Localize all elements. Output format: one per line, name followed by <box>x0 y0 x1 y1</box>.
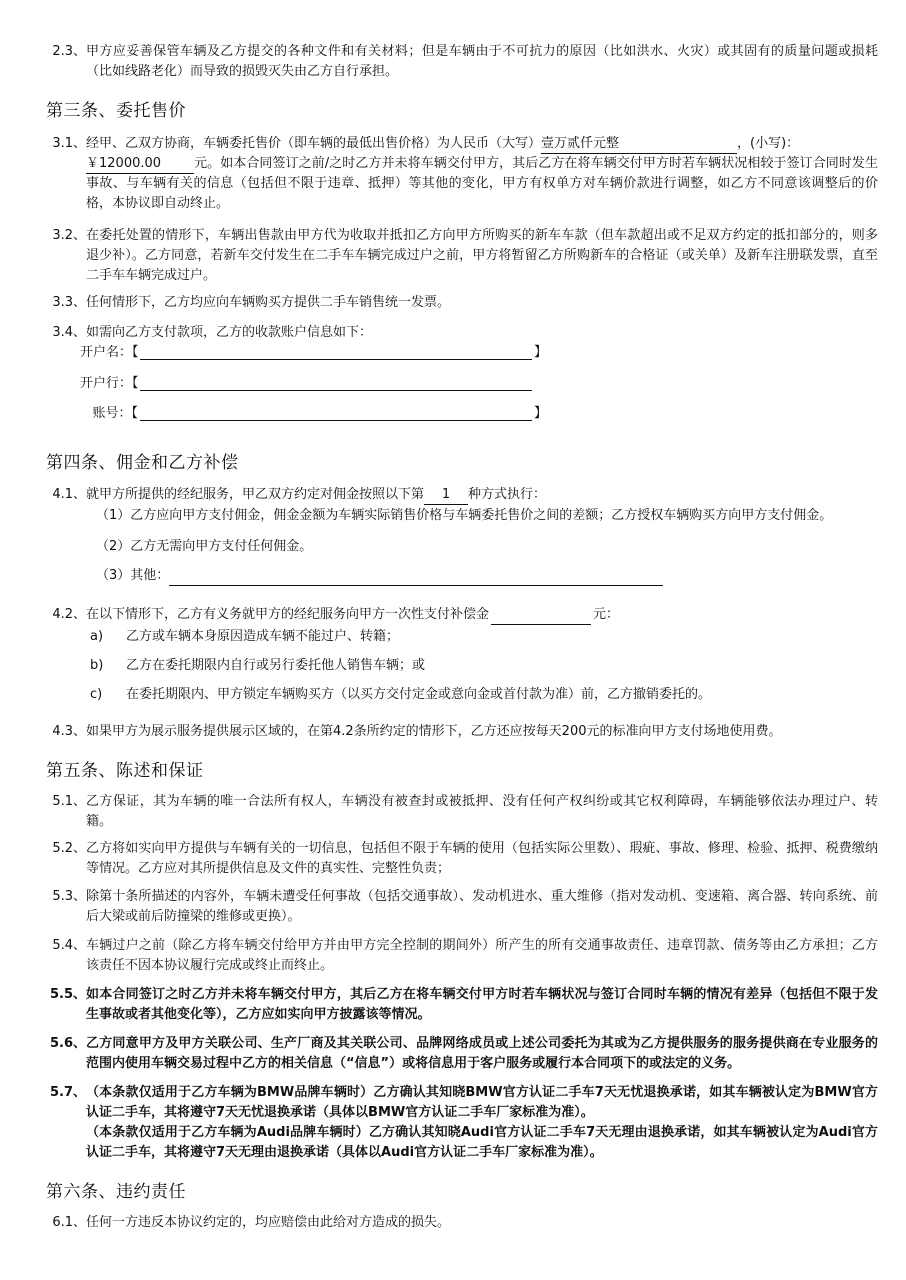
clause-text: 乙方将如实向甲方提供与车辆有关的一切信息，包括但不限于车辆的使用（包括实际公里数）、瑕疵、事故、修理、检验、抵押、税费缴纳等情况。乙方应对其所提供信息及文件的真实性、完整性负责； <box>86 841 878 876</box>
commission-option-1: （1）乙方应向甲方支付佣金，佣金金额为车辆实际销售价格与车辆委托售价之间的差额；乙方授权车辆购买方向甲方支付佣金。 <box>96 508 833 523</box>
amount-in-words: 壹万贰仟元整 <box>541 135 737 154</box>
clause-number: 3.1、 <box>52 136 86 151</box>
clause-4-2-item-c <box>90 685 711 705</box>
clause-number: 5.4、 <box>52 938 86 953</box>
amount-in-figures: ￥12000.00 <box>86 155 194 174</box>
clause-number: 5.6、 <box>49 1036 86 1051</box>
clause-number: 4.1、 <box>52 487 86 502</box>
article-6-title: 第六条、违约责任 <box>46 1182 186 1202</box>
clause-4-2-item-b <box>90 656 425 676</box>
item-text: 乙方在委托期限内自行或另行委托他人销售车辆；或 <box>126 658 426 673</box>
clause-5-7 <box>46 1083 878 1163</box>
account-number-row <box>80 404 547 424</box>
clause-text: 乙方保证，其为车辆的唯一合法所有权人，车辆没有被查封或被抵押、没有任何产权纠纷或其它权利障碍，车辆能够依法办理过户、转籍。 <box>86 794 878 829</box>
account-number-label: 账号：【 <box>92 406 138 421</box>
clause-text-pre: 就甲方所提供的经纪服务，甲乙双方约定对佣金按照以下第 <box>86 487 425 502</box>
commission-option-3-label: （3）其他： <box>96 568 170 583</box>
clause-5-1 <box>46 792 878 832</box>
clause-4-3 <box>46 722 878 742</box>
clause-3-4 <box>46 323 878 343</box>
clause-3-2 <box>46 226 878 286</box>
clause-number: 6.1、 <box>52 1215 86 1230</box>
clause-3-1 <box>46 134 878 214</box>
clause-text <box>86 605 878 625</box>
clause-text: 乙方同意甲方及甲方关联公司、生产厂商及其关联公司、品牌网络成员或上述公司委托为其或为乙方提供服务的服务提供商在专业服务的范围内使用车辆交易过程中乙方的相关信息（“信息”）或将信息用于客户服务或履行本合同项下的或法定的义务。 <box>86 1036 878 1071</box>
clause-4-2 <box>46 605 878 625</box>
clause-6-1 <box>46 1213 878 1233</box>
clause-number: 3.3、 <box>52 295 86 310</box>
commission-option-3 <box>96 566 663 586</box>
commission-other-field[interactable] <box>169 569 663 586</box>
clause-number: 2.3、 <box>52 44 86 59</box>
item-text: 在委托期限内、甲方锁定车辆购买方（以买方交付定金或意向金或首付款为准）前，乙方撤销委托的。 <box>126 687 712 702</box>
clause-text-post: 种方式执行： <box>468 487 547 502</box>
compensation-amount-field[interactable] <box>491 608 591 625</box>
article-4-title: 第四条、佣金和乙方补偿 <box>46 453 239 473</box>
clause-number: 4.2、 <box>52 607 86 622</box>
account-holder-field[interactable] <box>140 345 532 360</box>
clause-4-1 <box>46 485 878 505</box>
clause-2-3 <box>46 42 878 82</box>
clause-number: 3.2、 <box>52 228 86 243</box>
clause-text: 如果甲方为展示服务提供展示区域的，在第4.2条所约定的情形下，乙方还应按每天200元的标准向甲方支付场地使用费。 <box>86 724 782 739</box>
bracket-close: 】 <box>534 345 548 360</box>
clause-number: 5.7、 <box>49 1085 86 1100</box>
clause-text-post: 元： <box>593 607 620 622</box>
clause-text-pre: 经甲、乙双方协商，车辆委托售价（即车辆的最低出售价格）为人民币（大写） <box>86 136 542 151</box>
clause-text-bmw: （本条款仅适用于乙方车辆为BMW品牌车辆时）乙方确认其知晓BMW官方认证二手车7天无忧退换承诺，如其车辆被认定为BMW官方认证二手车，其将遵守7天无忧退换承诺（具体以BMW官方认证二手车厂家标准为准）。 <box>86 1085 878 1120</box>
clause-text-audi: （本条款仅适用于乙方车辆为Audi品牌车辆时）乙方确认其知晓Audi官方认证二手车7天无理由退换承诺，如其车辆被认定为Audi官方认证二手车，其将遵守7天无理由退换承诺（具体以Audi官方认证二手车厂家标准为准）。 <box>86 1125 878 1160</box>
clause-text: 任何情形下，乙方均应向车辆购买方提供二手车销售统一发票。 <box>86 295 451 310</box>
bank-name-label: 开户行：【 <box>80 376 139 391</box>
item-label: a) <box>90 629 104 644</box>
clause-text: 如本合同签订之时乙方并未将车辆交付甲方，其后乙方在将车辆交付甲方时若车辆状况与签订合同时车辆的情况有差异（包括但不限于发生事故或者其他变化等），乙方应如实向甲方披露该等情况。 <box>86 987 878 1022</box>
bracket-close: 】 <box>534 406 548 421</box>
clause-text <box>86 134 878 214</box>
clause-5-6 <box>46 1034 878 1074</box>
clause-text-pre: 在以下情形下，乙方有义务就甲方的经纪服务向甲方一次性支付补偿金 <box>86 607 490 622</box>
clause-4-2-item-a <box>90 627 399 647</box>
clause-5-5 <box>46 985 878 1025</box>
account-holder-label: 开户名：【 <box>80 345 139 360</box>
clause-text: 车辆过户之前（除乙方将车辆交付给甲方并由甲方完全控制的期间外）所产生的所有交通事故责任、违章罚款、债务等由乙方承担；乙方该责任不因本协议履行完成或终止而终止。 <box>86 938 878 973</box>
clause-number: 5.1、 <box>52 794 86 809</box>
article-3-title: 第三条、委托售价 <box>46 101 186 121</box>
item-label: c) <box>90 687 103 702</box>
clause-3-3 <box>46 293 878 313</box>
clause-number: 3.4、 <box>52 325 86 340</box>
clause-text-mid: ，(小写)： <box>737 136 800 151</box>
clause-text-rest: 如本合同签订之前/之时乙方并未将车辆交付甲方，其后乙方在将车辆交付甲方时若车辆状况相较于签订合同时发生事故、与车辆有关的信息（包括但不限于违章、抵押）等其他的变化，甲方有权单方对车辆价款进行调整，如乙方不同意该调整后的价格，本协议即自动终止。 <box>86 156 878 211</box>
clause-5-4 <box>46 936 878 976</box>
item-text: 乙方或车辆本身原因造成车辆不能过户、转籍； <box>126 629 400 644</box>
article-5-title: 第五条、陈述和保证 <box>46 761 204 781</box>
clause-text: 任何一方违反本协议约定的，均应赔偿由此给对方造成的损失。 <box>86 1215 451 1230</box>
clause-text: 在委托处置的情形下，车辆出售款由甲方代为收取并抵扣乙方向甲方所购买的新车车款（但车款超出或不足双方约定的抵扣部分的，则多退少补）。乙方同意，若新车交付发生在二手车车辆完成过户之前，甲方将暂留乙方所购新车的合格证（或关单）及新车注册联发票，直至二手车车辆完成过户。 <box>86 228 878 283</box>
bank-name-row <box>80 374 534 394</box>
account-number-field[interactable] <box>140 406 532 421</box>
clause-text: 除第十条所描述的内容外，车辆未遭受任何事故（包括交通事故）、发动机进水、重大维修（指对发动机、变速箱、离合器、转向系统、前后大梁或前后防撞梁的维修或更换）。 <box>86 889 878 924</box>
item-label: b) <box>90 658 104 673</box>
account-holder-row <box>80 343 547 363</box>
clause-5-3 <box>46 887 878 927</box>
clause-number: 5.5、 <box>49 987 86 1002</box>
clause-text: 甲方应妥善保管车辆及乙方提交的各种文件和有关材料；但是车辆由于不可抗力的原因（比如洪水、火灾）或其固有的质量问题或损耗（比如线路老化）而导致的损毁灭失由乙方自行承担。 <box>86 44 878 79</box>
clause-number: 4.3、 <box>52 724 86 739</box>
bank-name-field[interactable] <box>140 376 532 391</box>
clause-text: 如需向乙方支付款项，乙方的收款账户信息如下： <box>86 325 373 340</box>
commission-option-choice: 1 <box>424 486 468 505</box>
commission-option-2: （2）乙方无需向甲方支付任何佣金。 <box>96 539 313 554</box>
amount-unit: 元。 <box>194 156 221 171</box>
clause-text <box>86 485 878 505</box>
clause-number: 5.2、 <box>52 841 86 856</box>
clause-5-2 <box>46 839 878 879</box>
clause-number: 5.3、 <box>52 889 86 904</box>
